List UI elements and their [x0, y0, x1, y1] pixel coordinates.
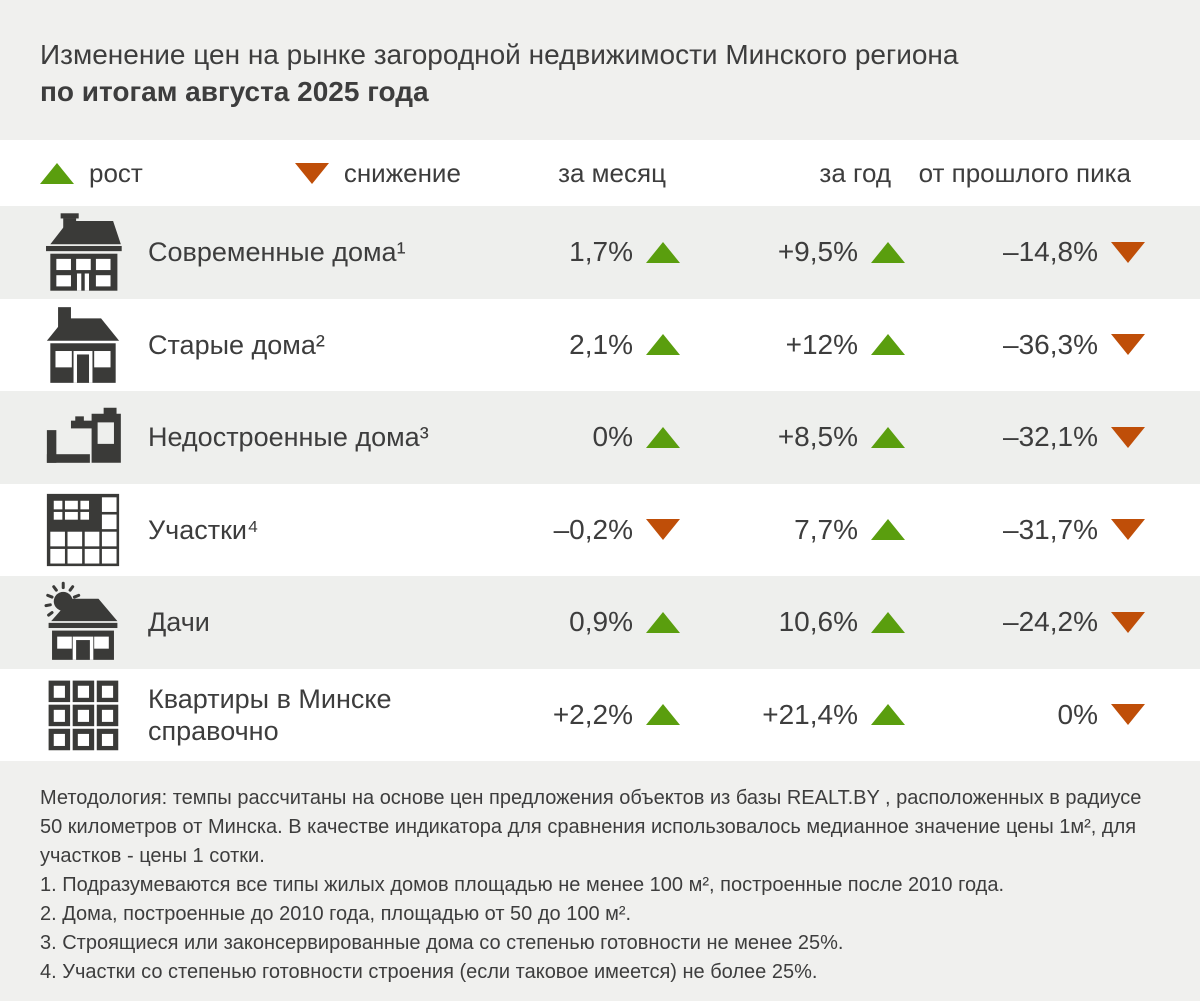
month-value: 2,1% — [569, 328, 633, 360]
year-value: +9,5% — [777, 236, 858, 268]
month-cell — [465, 421, 680, 453]
peak-cell — [905, 514, 1145, 546]
legend — [40, 158, 465, 189]
row-label: Старые дома² — [148, 329, 325, 360]
table-row — [0, 206, 1200, 299]
peak-trend-icon — [1111, 334, 1145, 355]
year-value: 7,7% — [794, 513, 858, 545]
peak-value: –14,8% — [1003, 236, 1098, 268]
year-cell — [680, 606, 905, 638]
peak-cell — [905, 236, 1145, 268]
table-row — [0, 576, 1200, 669]
footnote-4: 4. Участки со степенью готовности строения (если таковое имеется) не более 25%. — [40, 961, 818, 983]
footnote-1: 1. Подразумеваются все типы жилых домов площадью не менее 100 м², построенные после 2010 года. — [40, 874, 1004, 896]
month-trend-icon — [646, 704, 680, 725]
month-cell — [465, 236, 680, 268]
page-title-line2: по итогам августа 2025 года — [40, 76, 429, 107]
month-cell — [465, 699, 680, 731]
legend-up-label: рост — [89, 157, 143, 188]
year-trend-icon — [871, 427, 905, 448]
peak-cell — [905, 329, 1145, 361]
page-title-line1: Изменение цен на рынке загородной недвижимости Минского региона — [40, 39, 959, 70]
year-value: +12% — [785, 328, 858, 360]
legend-and-header-row — [0, 140, 1200, 206]
year-cell — [680, 329, 905, 361]
row-label: Квартиры в Минске справочно — [148, 683, 392, 746]
column-header-year: за год — [819, 157, 891, 188]
row-label: Дачи — [148, 607, 210, 638]
month-trend-icon — [646, 242, 680, 263]
table-row — [0, 391, 1200, 484]
month-value: +2,2% — [552, 698, 633, 730]
row-label: Современные дома¹ — [148, 237, 406, 268]
month-trend-icon — [646, 427, 680, 448]
month-cell — [465, 514, 680, 546]
peak-value: –31,7% — [1003, 513, 1098, 545]
land-plot-grid-icon — [40, 487, 148, 573]
peak-value: 0% — [1057, 698, 1098, 730]
peak-trend-icon — [1111, 242, 1145, 263]
year-trend-icon — [871, 612, 905, 633]
peak-cell — [905, 606, 1145, 638]
peak-value: –36,3% — [1003, 328, 1098, 360]
unfinished-house-icon — [40, 394, 148, 480]
apartment-building-icon — [40, 672, 148, 758]
peak-value: –32,1% — [1003, 421, 1098, 453]
month-cell — [465, 606, 680, 638]
month-value: –0,2% — [553, 513, 633, 545]
month-trend-icon — [646, 612, 680, 633]
month-value: 1,7% — [569, 236, 633, 268]
row-label: Участки⁴ — [148, 514, 259, 545]
methodology-block — [0, 761, 1200, 1001]
year-cell — [680, 699, 905, 731]
legend-down-label: снижение — [343, 157, 461, 188]
year-cell — [680, 421, 905, 453]
peak-trend-icon — [1111, 612, 1145, 633]
modern-house-icon — [40, 209, 148, 295]
year-value: +21,4% — [762, 698, 858, 730]
year-value: +8,5% — [777, 421, 858, 453]
column-header-month: за месяц — [558, 157, 666, 188]
month-trend-icon — [646, 334, 680, 355]
year-trend-icon — [871, 704, 905, 725]
year-trend-icon — [871, 519, 905, 540]
column-header-peak: от прошлого пика — [918, 157, 1131, 188]
growth-up-icon — [40, 163, 74, 184]
footnote-2: 2. Дома, построенные до 2010 года, площадью от 50 до 100 м². — [40, 903, 632, 925]
month-value: 0% — [592, 421, 633, 453]
peak-cell — [905, 699, 1145, 731]
decline-down-icon — [295, 163, 329, 184]
table-row — [0, 484, 1200, 577]
peak-value: –24,2% — [1003, 606, 1098, 638]
year-cell — [680, 236, 905, 268]
old-house-icon — [40, 302, 148, 388]
row-label: Недостроенные дома³ — [148, 422, 429, 453]
methodology-text: Методология: темпы рассчитаны на основе цен предложения объектов из базы REALT.BY , расположенных в радиусе 50 километров от Минска. В качестве индикатора для сравнения использовалось медианное значение цены 1м², для участков - цены 1 сотки. — [40, 787, 1142, 867]
table-row — [0, 669, 1200, 762]
title-block — [0, 0, 1200, 140]
year-value: 10,6% — [778, 606, 858, 638]
table-row — [0, 299, 1200, 392]
month-value: 0,9% — [569, 606, 633, 638]
footnote-3: 3. Строящиеся или законсервированные дома со степенью готовности не менее 25%. — [40, 932, 844, 954]
peak-trend-icon — [1111, 427, 1145, 448]
year-trend-icon — [871, 334, 905, 355]
dacha-icon — [40, 579, 148, 665]
year-trend-icon — [871, 242, 905, 263]
year-cell — [680, 514, 905, 546]
peak-trend-icon — [1111, 519, 1145, 540]
peak-cell — [905, 421, 1145, 453]
month-cell — [465, 329, 680, 361]
month-trend-icon — [646, 519, 680, 540]
peak-trend-icon — [1111, 704, 1145, 725]
